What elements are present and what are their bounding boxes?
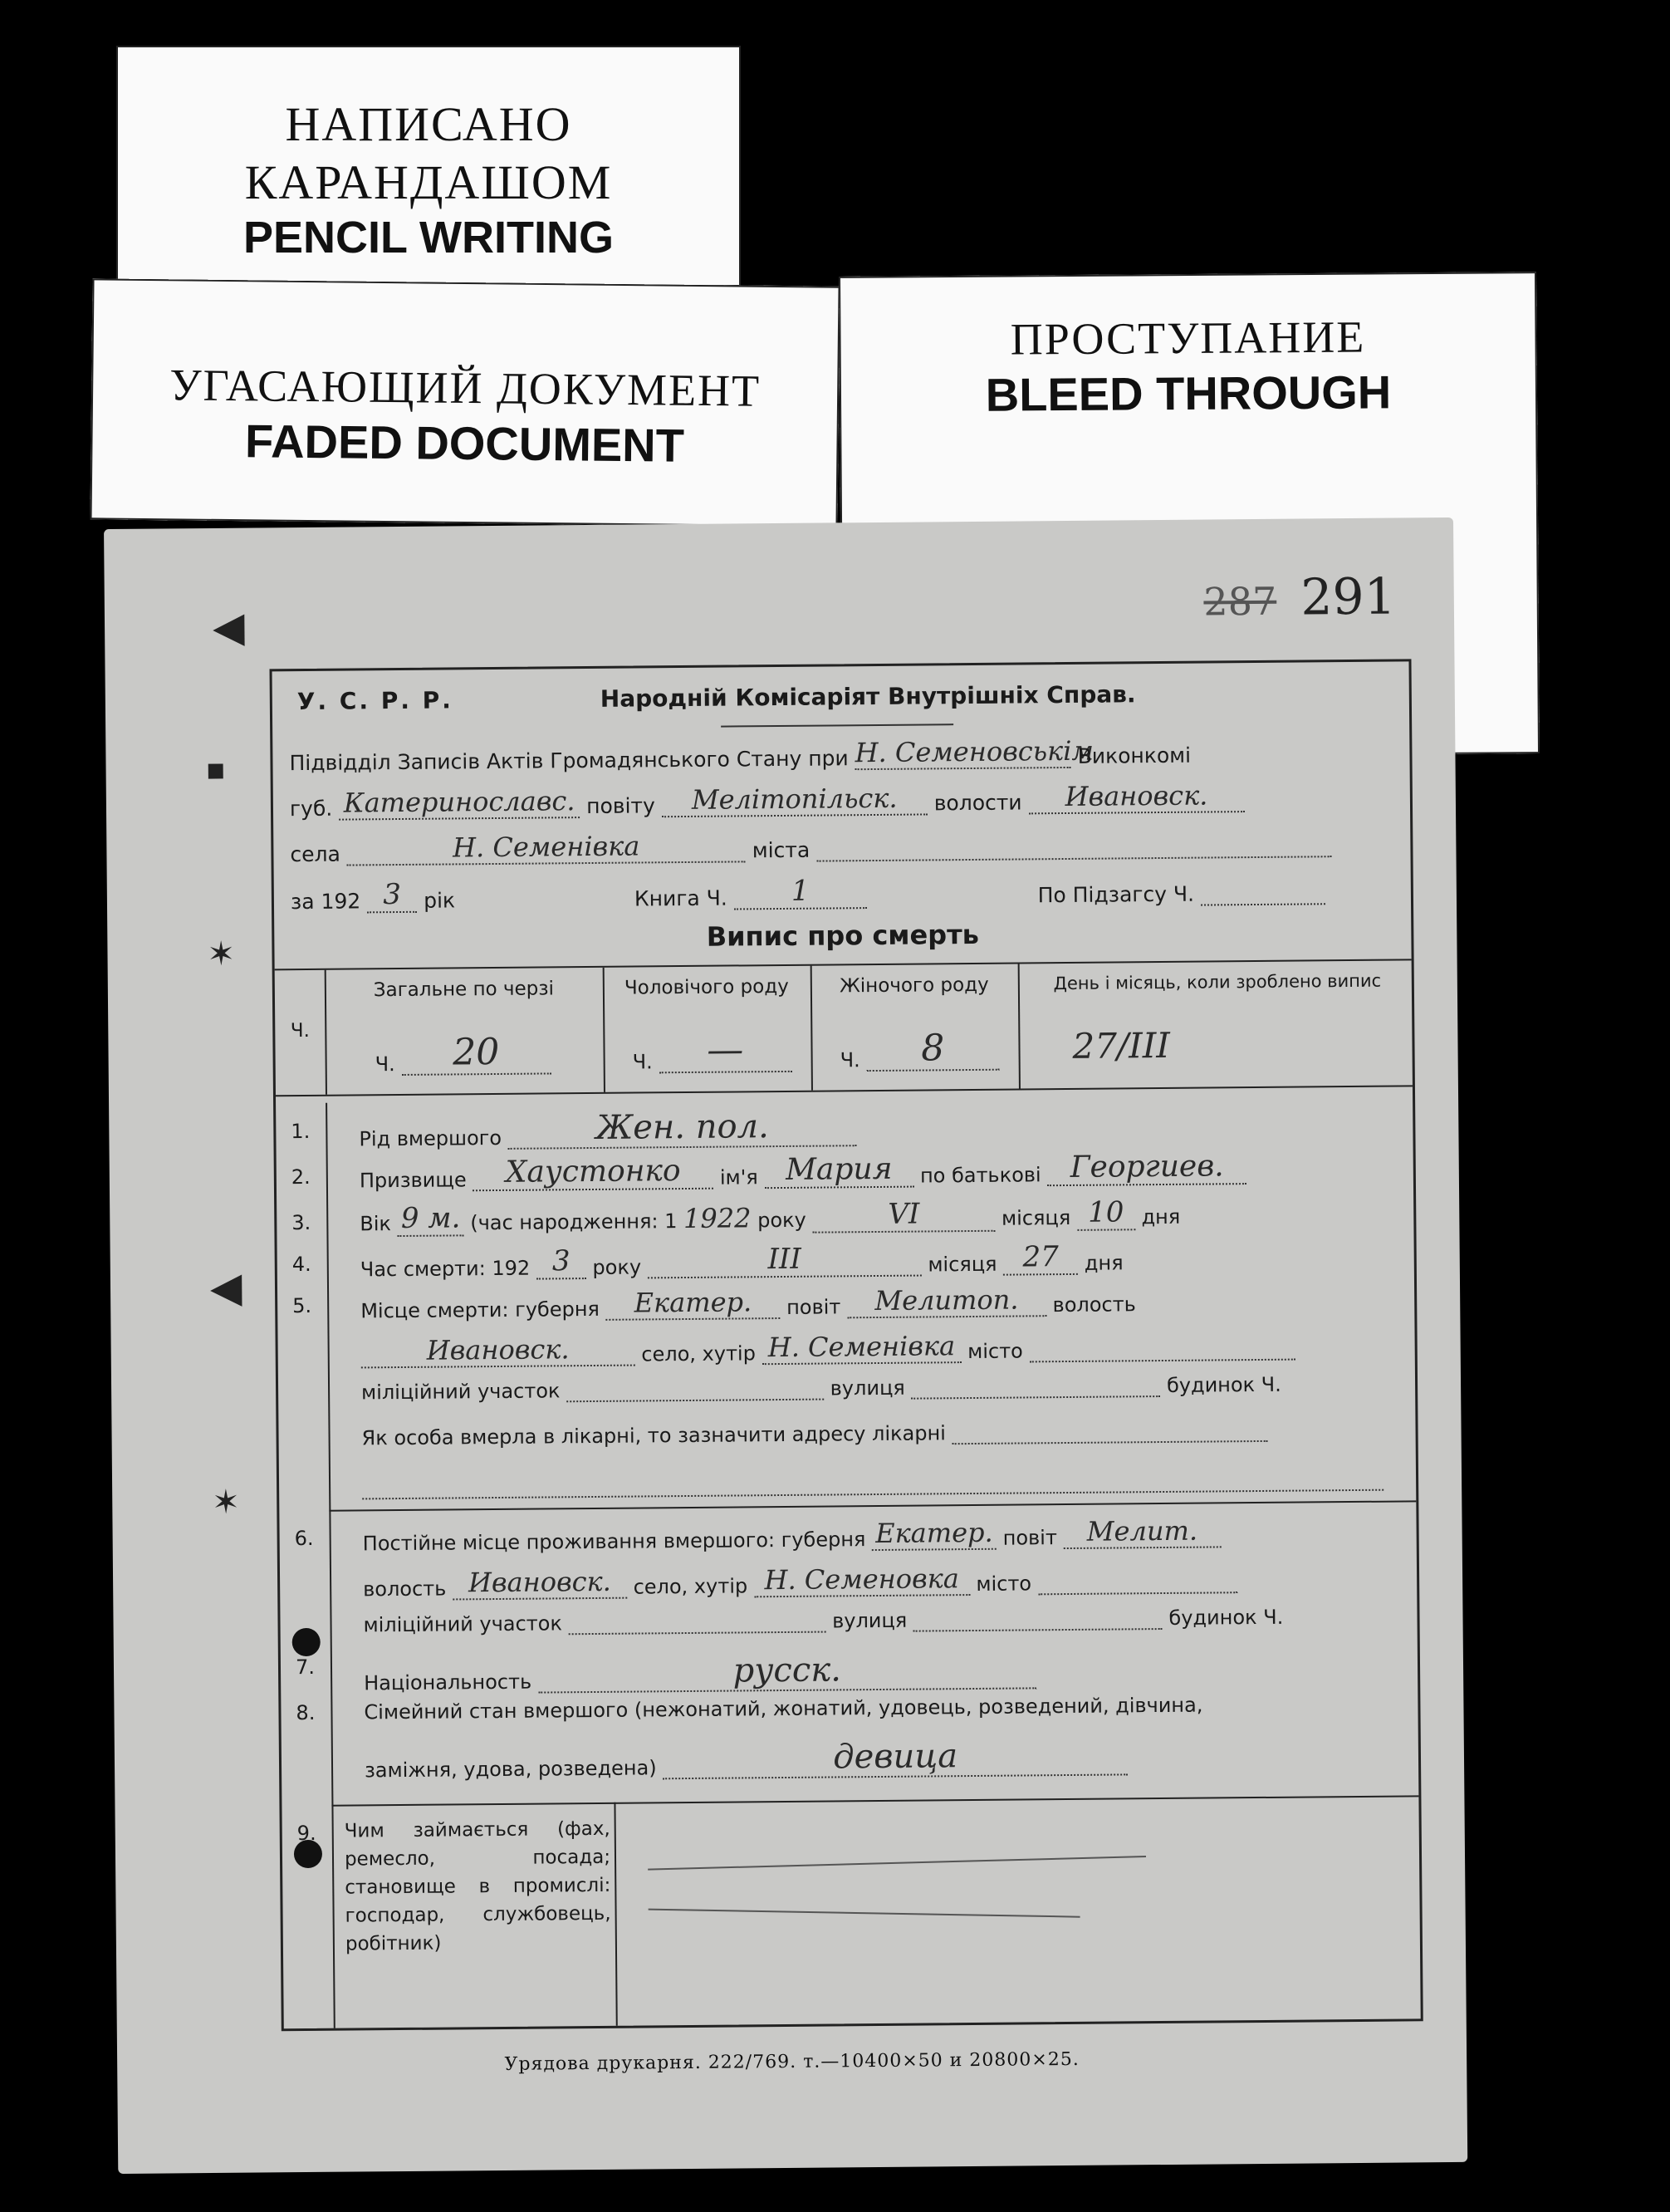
death-volost-value: Ивановск.	[361, 1333, 635, 1369]
occupation-scribble	[648, 1856, 1146, 1871]
year-value: 3	[367, 878, 417, 914]
book-label: Книга Ч.	[634, 885, 727, 911]
birth-day-value: 10	[1077, 1195, 1135, 1231]
row-marital: Сімейний стан вмершого (нежонатий, жонатий, удовець, розведений, дівчина,	[364, 1693, 1203, 1724]
row-number: 3.	[291, 1210, 311, 1235]
gub-line	[290, 777, 1410, 821]
residence-povit-value: Мелит.	[1063, 1514, 1221, 1549]
female-number: 8	[866, 1027, 999, 1072]
general-number: 20	[401, 1030, 551, 1076]
row-name: Призвище Хаустонко ім'я Мария по батькові Георгиев.	[360, 1148, 1397, 1193]
povit-value: Мелітопільск.	[662, 782, 928, 817]
death-month-value: III	[648, 1242, 922, 1279]
row-number: 9.	[296, 1821, 316, 1846]
marital-value: девица	[663, 1735, 1128, 1779]
row-sex: Рід вмершого Жен. пол.	[359, 1102, 1396, 1151]
year-line	[291, 869, 1411, 914]
surname-value: Хаустонко	[473, 1154, 713, 1192]
selo-line	[290, 823, 1410, 866]
form-header	[272, 678, 1409, 716]
executive-label: Виконкомі	[1077, 743, 1192, 768]
row-residence-2: волость Ивановск. село, хутір Н. Семеновка місто	[363, 1559, 1400, 1601]
residence-selo-value: Н. Семеновка	[754, 1562, 970, 1597]
subsection-label: По Підзагсу Ч.	[1037, 881, 1195, 908]
death-record-form	[270, 659, 1423, 2031]
volost-label: волости	[933, 790, 1022, 816]
death-year-value: 3	[536, 1244, 586, 1280]
povit-label: повіту	[586, 793, 655, 819]
subdept-value: Н. Семеновськім	[855, 734, 1095, 769]
ministry-name: Народній Комісаріят Внутрішніх Справ.	[600, 680, 1136, 713]
general-number-cell: Ч. 20	[375, 1030, 551, 1076]
bleed-label-ru: ПРОСТУПАНИЕ	[1010, 311, 1366, 365]
row-number: 6.	[294, 1526, 314, 1551]
death-selo-value: Н. Семенівка	[762, 1330, 961, 1365]
issue-date: 27/III	[1072, 1024, 1171, 1067]
selo-label: села	[290, 841, 341, 867]
row-residence: Постійне місце проживання вмершого: губерня Екатер. повіт Мелит.	[362, 1513, 1399, 1556]
year-label: за 192	[290, 889, 361, 915]
row-number: 7.	[295, 1655, 316, 1680]
row-number: 2.	[291, 1165, 311, 1189]
bleed-label-en: BLEED THROUGH	[985, 365, 1392, 421]
col-female-header: Жіночого роду	[839, 974, 989, 998]
issue-date-cell	[1072, 1025, 1170, 1067]
row-nationality: Національность русск.	[364, 1646, 1401, 1695]
tear-mark-icon: ✶	[212, 1483, 240, 1522]
old-page-number: 287	[1203, 578, 1277, 625]
death-certificate-page	[104, 517, 1467, 2174]
hospital-address-blank	[362, 1489, 1384, 1500]
row-number-column	[276, 1103, 335, 2028]
printer-imprint: Урядова друкарня. 222/769. т.—10400×50 и 20800×25.	[504, 2048, 1080, 2075]
death-gub-value: Екатер.	[605, 1286, 780, 1321]
gub-label: губ.	[289, 796, 333, 822]
faded-label-en: FADED DOCUMENT	[244, 414, 685, 472]
residence-volost-value: Ивановск.	[453, 1566, 627, 1601]
tear-mark-icon: ◀	[212, 602, 245, 651]
volost-value: Ивановск.	[1028, 779, 1244, 814]
row-number: 5.	[292, 1293, 312, 1318]
birth-year-value: 1922	[683, 1202, 752, 1235]
document-title: Випис про смерть	[706, 918, 980, 953]
faded-document-label	[91, 278, 840, 527]
mista-label: міста	[752, 837, 811, 863]
row-number: 1.	[291, 1119, 311, 1144]
occupation-label: Чим займається (фах, ремесло, посада; становище в промислі: господар, службовець, робітник)	[344, 1817, 611, 1955]
faded-label-ru: УГАСАЮЩИЙ ДОКУМЕНТ	[169, 360, 762, 416]
residence-gub-value: Екатер.	[872, 1517, 997, 1551]
header-divider	[721, 723, 953, 727]
patronymic-value: Георгиев.	[1047, 1149, 1246, 1186]
row-death-place: Місце смерти: губерня Екатер. повіт Мелитоп. волость	[360, 1283, 1136, 1323]
col-male-header: Чоловічого роду	[624, 975, 789, 999]
tear-mark-icon: ◀	[209, 1263, 242, 1312]
male-number: —	[659, 1028, 791, 1073]
first-name-value: Мария	[764, 1152, 913, 1189]
female-number-cell: Ч. 8	[840, 1027, 999, 1072]
tear-mark-icon: ▪	[205, 752, 227, 787]
row-marital-2: заміжня, удова, розведена) девица	[365, 1734, 1402, 1783]
male-number-cell: Ч. —	[632, 1028, 791, 1074]
row-death-time: Час смерти: 192 3 року III місяця 27 дня	[360, 1240, 1124, 1282]
row-age: Вік 9 м. (час народження: 1 1922 року VI місяця 10 дня	[360, 1195, 1181, 1236]
state-name: У. С. Р. Р.	[296, 686, 453, 716]
page-number	[1203, 568, 1396, 628]
num-header: Ч.	[290, 1019, 310, 1042]
row-death-place-3: міліційний участок вулиця будинок Ч.	[360, 1372, 1281, 1405]
col-general-header: Загальне по черзі	[373, 978, 555, 1002]
pencil-label-en: PENCIL WRITING	[242, 213, 614, 263]
birth-month-value: VI	[812, 1197, 995, 1234]
row-death-place-2: Ивановск. село, хутір Н. Семенівка місто	[361, 1327, 1398, 1369]
pencil-label-ru: НАПИСАНО КАРАНДАШОМ	[244, 97, 613, 209]
row-number: 4.	[291, 1252, 311, 1277]
gub-value: Катеринославс.	[339, 785, 580, 821]
age-value: 9 м.	[397, 1201, 463, 1237]
occupation-scribble	[649, 1909, 1080, 1918]
rik-label: рік	[424, 888, 456, 913]
subsection-value	[1201, 903, 1325, 905]
death-povit-value: Мелитоп.	[847, 1283, 1046, 1318]
nationality-value: русск.	[538, 1649, 1036, 1693]
tear-mark-icon: ✶	[207, 934, 236, 974]
book-value: 1	[734, 874, 867, 910]
pencil-writing-label	[116, 46, 741, 287]
selo-value: Н. Семенівка	[347, 829, 746, 866]
mista-value	[816, 856, 1331, 861]
subdept-line	[289, 732, 1409, 775]
new-page-number: 291	[1300, 567, 1397, 627]
record-number-table	[275, 959, 1413, 1096]
row-residence-3: міліційний участок вулиця будинок Ч.	[363, 1605, 1284, 1637]
col-date-header: День і місяць, коли зроблено випис	[1053, 970, 1382, 994]
sex-value: Жен. пол.	[507, 1106, 856, 1150]
row-hospital: Як особа вмерла в лікарні, то зазначити адресу лікарні	[361, 1418, 1398, 1450]
death-day-value: 27	[1003, 1240, 1078, 1276]
row-number: 8.	[296, 1700, 316, 1725]
subdept-label: Підвідділ Записів Актів Громадянського Стану при	[289, 746, 849, 776]
